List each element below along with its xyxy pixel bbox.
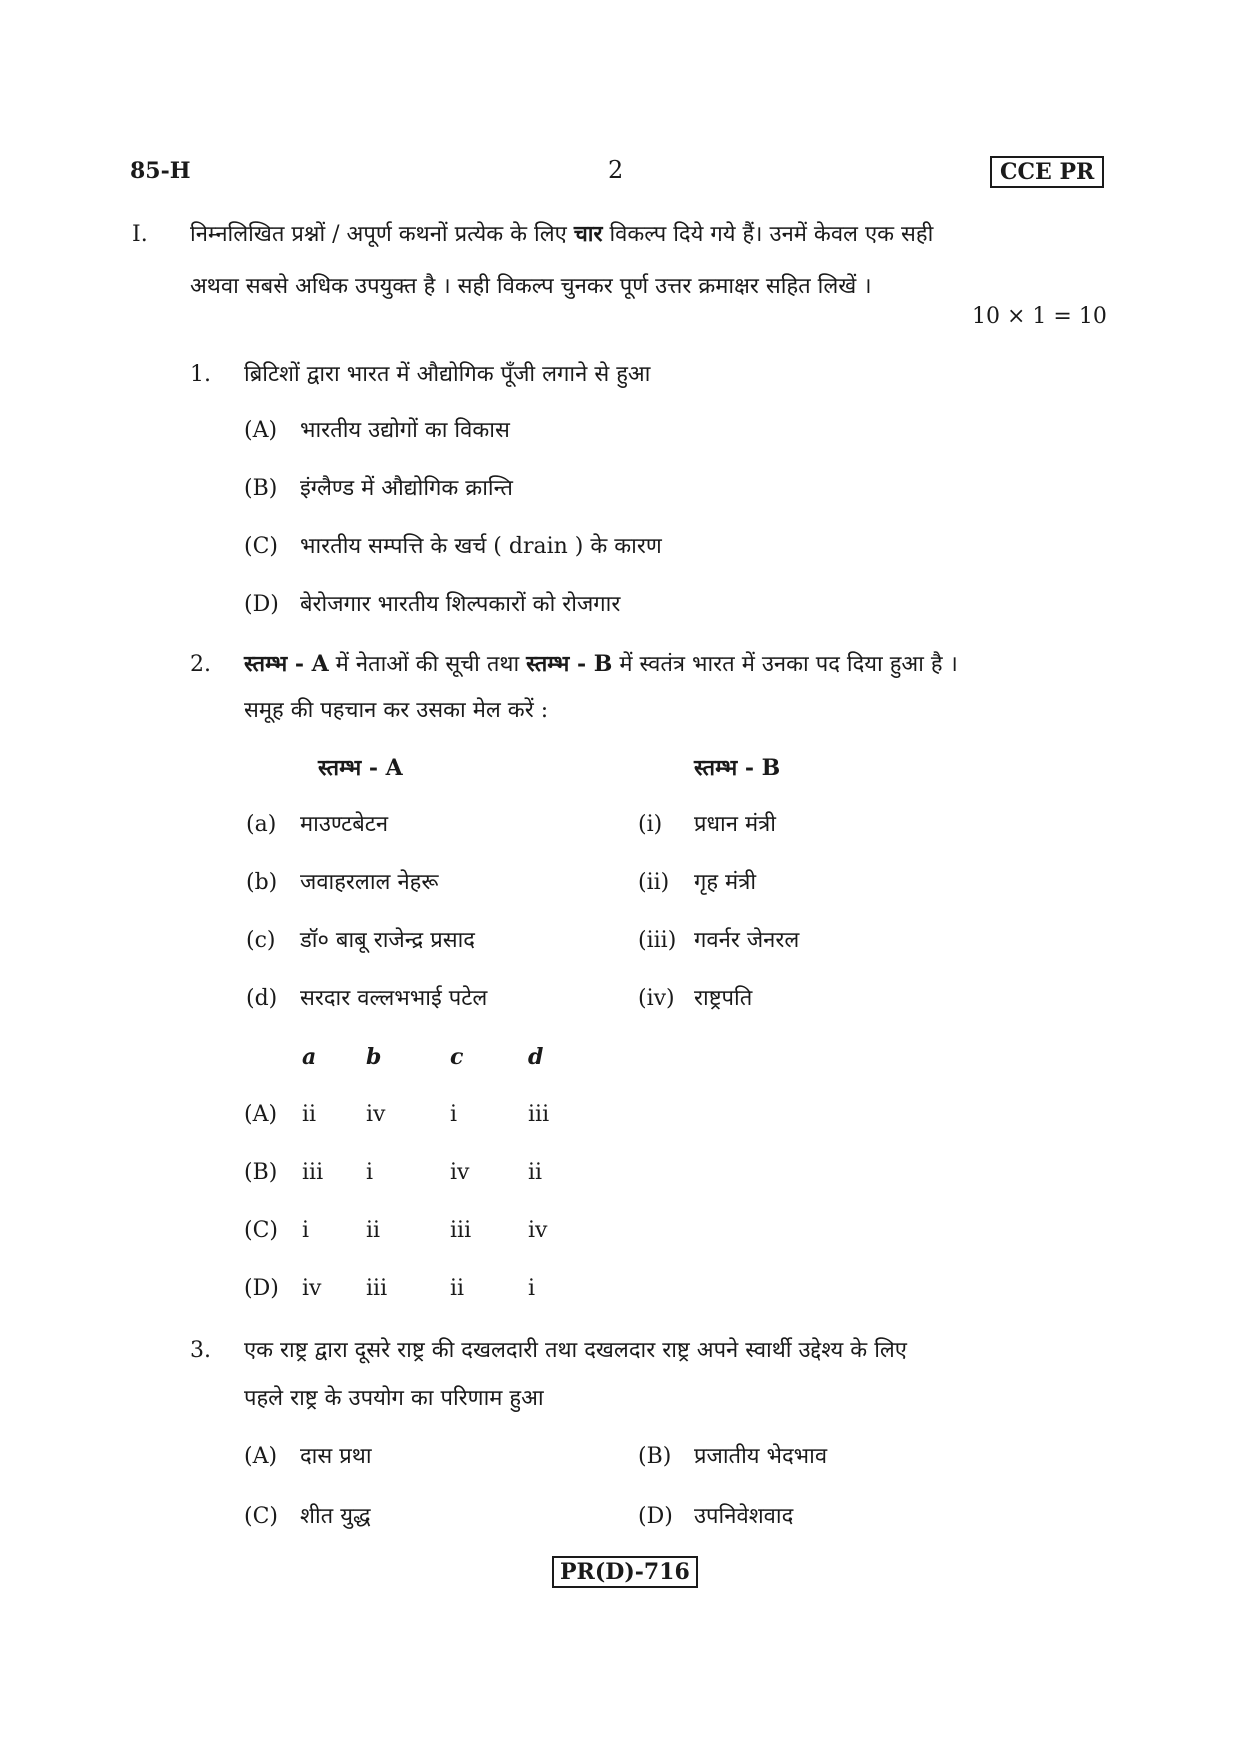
q3-option-b-text: प्रजातीय भेदभाव [694, 1444, 828, 1469]
q2-match-option-a-val2: iv [366, 1102, 386, 1127]
q2-match-option-d-val2: iii [366, 1276, 388, 1301]
q2-match-option-c-val4: iv [528, 1218, 548, 1243]
q2-col-a-text-b: जवाहरलाल नेहरू [300, 870, 439, 895]
q3-number: 3. [190, 1338, 211, 1363]
q2-col-b-label-iv: (iv) [638, 986, 675, 1011]
q3-text-line2: पहले राष्ट्र के उपयोग का परिणाम हुआ [244, 1386, 544, 1411]
q3-text-line1: एक राष्ट्र द्वारा दूसरे राष्ट्र की दखलदारी तथा दखलदार राष्ट्र अपने स्वार्थी उद्देश्य के लिए [244, 1338, 907, 1363]
paper-code: 85-H [130, 158, 191, 184]
q1-option-d-label: (D) [244, 592, 279, 617]
exam-code-box: CCE PR [990, 156, 1104, 188]
q2-col-a-label-a: (a) [246, 812, 277, 837]
q1-text: ब्रिटिशों द्वारा भारत में औद्योगिक पूँजी लगाने से हुआ [244, 362, 651, 387]
q2-match-option-d-val4: i [528, 1276, 536, 1301]
q2-col-b-text-iv: राष्ट्रपति [694, 986, 753, 1011]
q2-match-header-a: a [302, 1044, 317, 1070]
q1-option-b-label: (B) [244, 476, 278, 501]
q2-match-option-d-val1: iv [302, 1276, 322, 1301]
section-number: I. [132, 222, 148, 247]
q2-match-option-a-val4: iii [528, 1102, 550, 1127]
q2-match-option-c-val3: iii [450, 1218, 472, 1243]
q2-match-option-d-val3: ii [450, 1276, 465, 1301]
q3-option-c-text: शीत युद्ध [300, 1504, 371, 1529]
section-instruction-line1: निम्नलिखित प्रश्नों / अपूर्ण कथनों प्रत्येक के लिए चार विकल्प दिये गये हैं। उनमें केवल एक सही [190, 221, 934, 247]
q2-col-b-text-iii: गवर्नर जेनरल [694, 928, 800, 953]
q2-match-option-b-val3: iv [450, 1160, 470, 1185]
page-number: 2 [608, 156, 624, 184]
q2-col-b-label-i: (i) [638, 812, 663, 837]
q2-match-option-c-val2: ii [366, 1218, 381, 1243]
q2-col-a-label-d: (d) [246, 986, 278, 1011]
q1-option-c-label: (C) [244, 534, 278, 559]
q2-text-line1: स्तम्भ - A में नेताओं की सूची तथा स्तम्भ - B में स्वतंत्र भारत में उनका पद दिया हुआ है । [244, 651, 958, 677]
q2-column-b-heading: स्तम्भ - B [694, 755, 781, 781]
q2-match-header-b: b [366, 1044, 382, 1070]
q3-option-d-text: उपनिवेशवाद [694, 1504, 794, 1529]
q2-col-b-label-iii: (iii) [638, 928, 677, 953]
q2-col-b-text-ii: गृह मंत्री [694, 870, 757, 895]
section-marks: 10 × 1 = 10 [972, 304, 1107, 329]
q2-match-option-d-label: (D) [244, 1276, 279, 1301]
q2-match-option-a-label: (A) [244, 1102, 278, 1127]
q3-option-a-text: दास प्रथा [300, 1444, 372, 1469]
q1-option-d-text: बेरोजगार भारतीय शिल्पकारों को रोजगार [300, 592, 621, 617]
q2-col-a-label-c: (c) [246, 928, 276, 953]
q1-option-c-text: भारतीय सम्पत्ति के खर्च ( drain ) के कारण [300, 534, 662, 559]
q2-match-option-c-val1: i [302, 1218, 310, 1243]
q2-match-option-c-label: (C) [244, 1218, 278, 1243]
footer-code-box: PR(D)-716 [552, 1556, 698, 1588]
q2-match-option-b-label: (B) [244, 1160, 278, 1185]
q2-match-header-c: c [450, 1044, 464, 1070]
q2-col-a-label-b: (b) [246, 870, 278, 895]
q2-match-option-b-val4: ii [528, 1160, 543, 1185]
q1-option-a-text: भारतीय उद्योगों का विकास [300, 418, 510, 443]
q2-match-option-b-val1: iii [302, 1160, 324, 1185]
q1-option-b-text: इंग्लैण्ड में औद्योगिक क्रान्ति [300, 476, 513, 501]
q2-col-a-text-a: माउण्टबेटन [300, 812, 389, 837]
q2-col-a-text-d: सरदार वल्लभभाई पटेल [300, 986, 488, 1011]
q2-match-option-a-val3: i [450, 1102, 458, 1127]
q2-text-line2: समूह की पहचान कर उसका मेल करें : [244, 698, 549, 723]
q2-col-b-text-i: प्रधान मंत्री [694, 812, 776, 837]
q3-option-c-label: (C) [244, 1504, 278, 1529]
q1-number: 1. [190, 362, 211, 387]
q3-option-a-label: (A) [244, 1444, 278, 1469]
q1-option-a-label: (A) [244, 418, 278, 443]
q2-col-a-text-c: डॉ० बाबू राजेन्द्र प्रसाद [300, 928, 475, 953]
section-instruction-line2: अथवा सबसे अधिक उपयुक्त है । सही विकल्प चुनकर पूर्ण उत्तर क्रमाक्षर सहित लिखें । [190, 274, 872, 299]
q3-option-d-label: (D) [638, 1504, 673, 1529]
q2-column-a-heading: स्तम्भ - A [318, 755, 403, 781]
q2-col-b-label-ii: (ii) [638, 870, 670, 895]
q2-number: 2. [190, 652, 211, 677]
q2-match-option-a-val1: ii [302, 1102, 317, 1127]
q2-match-option-b-val2: i [366, 1160, 374, 1185]
q3-option-b-label: (B) [638, 1444, 672, 1469]
q2-match-header-d: d [528, 1044, 544, 1070]
